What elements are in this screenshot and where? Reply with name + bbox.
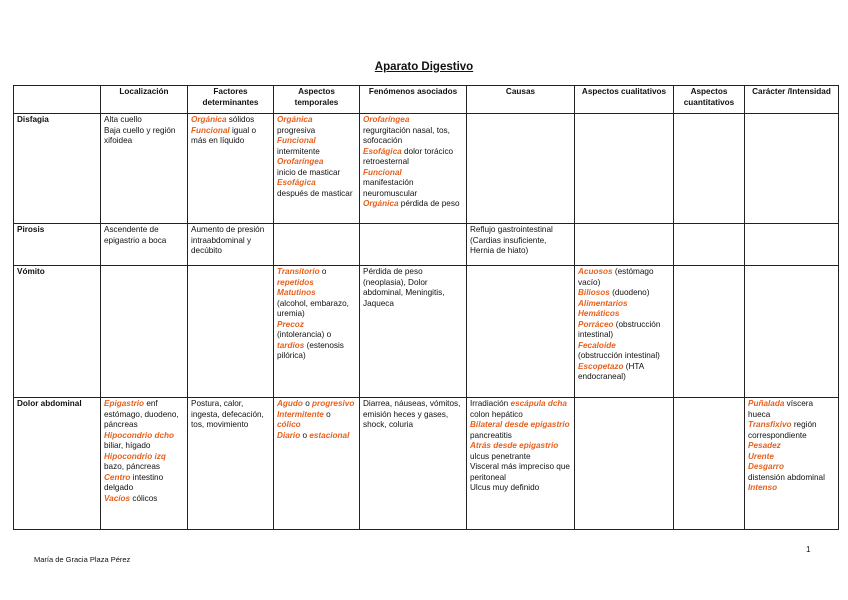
highlight-term: Alimentarios xyxy=(578,298,628,308)
highlight-term: Matutinos xyxy=(277,288,316,297)
row-header: Dolor abdominal xyxy=(14,398,101,530)
cell-text: dolor torácico retroesternal xyxy=(363,146,454,166)
author-footer: María de Gracia Plaza Pérez xyxy=(34,555,131,564)
table-cell xyxy=(274,398,360,530)
cell-text: colon hepático xyxy=(470,409,523,419)
cell-text: biliar, hígado xyxy=(104,441,151,450)
highlight-term: Transitorio xyxy=(277,267,320,276)
table-cell xyxy=(467,114,575,224)
highlight-term: Epigastrio xyxy=(104,399,145,408)
highlight-term: Orofaríngea xyxy=(363,115,410,124)
cell-text: (HTA endocraneal) xyxy=(578,361,644,381)
cell-text: enf estómago, duodeno, páncreas xyxy=(104,399,179,429)
table-cell xyxy=(188,114,274,224)
highlight-term: Esofágica xyxy=(277,178,316,187)
column-header: Aspectos temporales xyxy=(274,86,360,114)
column-header xyxy=(14,86,101,114)
cell-text: inicio de masticar xyxy=(277,167,341,177)
table-cell xyxy=(274,114,360,224)
cell-text: Reflujo gastrointestinal (Cardias insuficiente, Hernia de hiato) xyxy=(470,225,553,255)
column-header: Causas xyxy=(467,86,575,114)
cell-text: cólicos xyxy=(130,493,158,503)
table-cell xyxy=(575,114,674,224)
highlight-term: Urente xyxy=(748,451,774,461)
table-cell xyxy=(101,114,188,224)
cell-text: distensión abdominal xyxy=(748,472,825,482)
digestive-table xyxy=(13,85,839,530)
cell-text: regurgitación nasal, tos, sofocación xyxy=(363,125,450,145)
table-cell xyxy=(674,224,745,266)
table-row xyxy=(14,398,839,530)
cell-text: (obstrucción intestinal) xyxy=(578,351,660,360)
highlight-term: Escopetazo xyxy=(578,361,624,371)
cell-text: (intolerancia) o xyxy=(277,330,332,339)
highlight-term: repetidos xyxy=(277,277,314,287)
table-cell xyxy=(674,266,745,398)
row-header: Vómito xyxy=(14,266,101,398)
cell-text: (alcohol, embarazo, uremia) xyxy=(277,298,349,318)
table-cell xyxy=(745,398,839,530)
highlight-term: Atrás desde epigastrio xyxy=(470,441,559,450)
row-header: Disfagia xyxy=(14,114,101,224)
cell-text: Postura, calor, ingesta, defecación, tos, movimiento xyxy=(191,399,264,429)
highlight-term: Diario xyxy=(277,430,301,440)
cell-text: (duodeno) xyxy=(609,288,650,297)
cell-text: (obstrucción intestinal) xyxy=(578,319,661,339)
cell-text: pérdida de peso xyxy=(398,199,460,208)
highlight-term: Orgánica xyxy=(191,115,227,124)
table-row xyxy=(14,224,839,266)
cell-text: o xyxy=(323,409,331,419)
highlight-term: Vacíos xyxy=(104,493,131,503)
cell-text: Ulcus muy definido xyxy=(470,483,540,492)
table-row xyxy=(14,114,839,224)
highlight-term: Esofágica xyxy=(363,146,402,156)
header-row xyxy=(14,86,839,114)
cell-text: progresiva xyxy=(277,125,316,135)
table-cell xyxy=(101,224,188,266)
table-cell xyxy=(188,398,274,530)
table-cell xyxy=(575,266,674,398)
cell-text: Alta xyxy=(104,115,119,124)
highlight-term: Orgánica xyxy=(277,115,313,124)
highlight-term: Fecaloide xyxy=(578,340,616,350)
highlight-term: Funcional xyxy=(191,125,230,135)
cell-text: después de masticar xyxy=(277,188,353,198)
cell-text: intestino delgado xyxy=(104,472,164,492)
cell-text: ulcus penetrante xyxy=(470,451,531,461)
highlight-term: Funcional xyxy=(363,167,402,177)
highlight-term: Hipocondrio dcho xyxy=(104,430,175,440)
highlight-term: Pesadez xyxy=(748,441,781,450)
highlight-term: Bilateral desde epigastrio xyxy=(470,420,570,429)
cell-text: Diarrea, náuseas, vómitos, emisión heces y gases, shock, coluria xyxy=(363,399,461,429)
cell-text: Irradiación xyxy=(470,399,511,408)
table-cell xyxy=(467,398,575,530)
cell-text: Baja xyxy=(104,125,121,135)
table-cell xyxy=(101,398,188,530)
highlight-term: Biliosos xyxy=(578,288,610,297)
column-header: Localización xyxy=(101,86,188,114)
cell-text: Pérdida de peso (neoplasia), Dolor abdominal, Meningitis, Jaqueca xyxy=(363,267,445,308)
table-cell xyxy=(674,398,745,530)
highlight-term: Funcional xyxy=(277,136,316,145)
highlight-term: estacional xyxy=(309,430,350,440)
cell-text: manifestación neuromuscular xyxy=(363,178,418,198)
cell-text: intermitente xyxy=(277,146,320,156)
highlight-term: escápula dcha xyxy=(510,399,567,408)
cell-text: Ascendente de epigastrio a boca xyxy=(104,225,167,245)
highlight-term: Agudo xyxy=(277,399,303,408)
table-cell xyxy=(360,398,467,530)
cell-text: cuello y región xifoidea xyxy=(104,125,176,145)
table-cell xyxy=(745,224,839,266)
highlight-term: tardíos xyxy=(277,340,305,350)
cell-text: Visceral más impreciso que peritoneal xyxy=(470,462,570,482)
cell-text: (estómago vacío) xyxy=(578,267,654,287)
cell-text: pancreatitis xyxy=(470,430,512,440)
highlight-term: cólico xyxy=(277,420,301,429)
cell-text: o xyxy=(319,267,327,276)
cell-text: cuello xyxy=(118,115,142,124)
highlight-term: Desgarro xyxy=(748,462,784,471)
table-cell xyxy=(360,266,467,398)
cell-text: o xyxy=(300,430,310,440)
table-cell xyxy=(467,224,575,266)
highlight-term: Centro xyxy=(104,472,131,482)
cell-text: Aumento de presión intraabdominal y decúbito xyxy=(191,225,265,255)
cell-text: o xyxy=(302,399,313,408)
cell-text: región correspondiente xyxy=(748,420,817,440)
column-header: Fenómenos asociados xyxy=(360,86,467,114)
highlight-term: Porráceo xyxy=(578,319,614,329)
table-cell xyxy=(101,266,188,398)
cell-text: bazo, páncreas xyxy=(104,462,160,471)
table-cell xyxy=(360,224,467,266)
page-title: Aparato Digestivo xyxy=(374,61,474,73)
highlight-term: Precoz xyxy=(277,319,304,329)
cell-text: sólidos xyxy=(226,115,255,124)
table-cell xyxy=(575,224,674,266)
table-cell xyxy=(188,224,274,266)
highlight-term: Orgánica xyxy=(363,199,399,208)
highlight-term: Puñalada xyxy=(748,399,785,408)
table-cell xyxy=(745,266,839,398)
column-header: Carácter /Intensidad xyxy=(745,86,839,114)
highlight-term: Intenso xyxy=(748,483,778,492)
table-cell xyxy=(188,266,274,398)
row-header: Pirosis xyxy=(14,224,101,266)
column-header: Aspectos cualitativos xyxy=(575,86,674,114)
highlight-term: Hemáticos xyxy=(578,309,620,318)
cell-text: igual o más en líquido xyxy=(191,125,257,145)
table-cell xyxy=(674,114,745,224)
column-header: Factores determinantes xyxy=(188,86,274,114)
highlight-term: Orofaríngea xyxy=(277,157,324,166)
page-number: 1 xyxy=(806,545,811,554)
highlight-term: Transfixivo xyxy=(748,420,792,429)
cell-text: (estenosis pilórica) xyxy=(277,340,344,360)
table-cell xyxy=(575,398,674,530)
highlight-term: Hipocondrio izq xyxy=(104,451,166,461)
table-row xyxy=(14,266,839,398)
table-cell xyxy=(745,114,839,224)
highlight-term: progresivo xyxy=(312,399,355,408)
table-cell xyxy=(360,114,467,224)
highlight-term: Intermitente xyxy=(277,409,324,419)
table-cell xyxy=(274,224,360,266)
highlight-term: Acuosos xyxy=(578,267,613,276)
table-cell xyxy=(274,266,360,398)
column-header: Aspectos cuantitativos xyxy=(674,86,745,114)
cell-text: víscera hueca xyxy=(748,399,814,419)
table-cell xyxy=(467,266,575,398)
